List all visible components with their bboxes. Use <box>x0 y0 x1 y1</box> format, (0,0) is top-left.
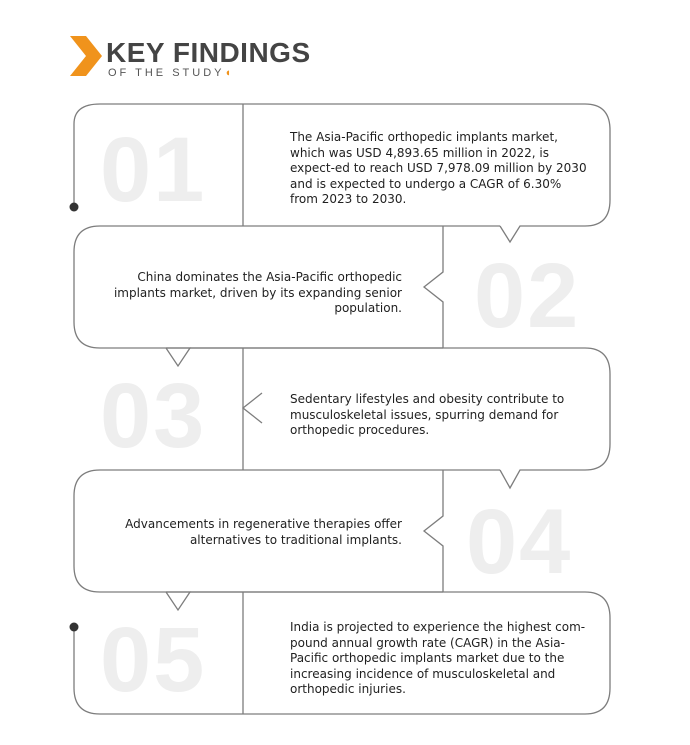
finding-number-02: 02 <box>474 245 581 347</box>
finding-text-02: China dominates the Asia-Pacific orthopedic implants market, driven by its expanding senior population. <box>113 270 402 315</box>
finding-text-04: Advancements in regenerative therapies offer alternatives to traditional implants. <box>125 517 402 547</box>
page-subtitle: OF THE STUDY◖ <box>108 67 232 79</box>
page-title: KEY FINDINGS <box>106 37 311 68</box>
finding-number-04: 04 <box>466 491 573 593</box>
finding-number-03: 03 <box>100 365 207 467</box>
accent-dot-icon: ◖ <box>224 67 232 79</box>
finding-text-03: Sedentary lifestyles and obesity contribute to musculoskeletal issues, spurring demand for orthopedic procedures. <box>290 392 565 437</box>
timeline-dot-start <box>70 203 79 212</box>
finding-number-01: 01 <box>100 119 207 221</box>
finding-number-05: 05 <box>100 609 207 711</box>
finding-text-05: India is projected to experience the highest com-pound annual growth rate (CAGR) in the Asia-Pacific orthopedic implants market due to the increasing incidence of musculoskeletal and orthopedic injuries. <box>290 620 586 696</box>
finding-text-01: The Asia-Pacific orthopedic implants market, which was USD 4,893.65 million in 2022, is expect-ed to reach USD 7,978.09 million by 2030 and is expected to undergo a CAGR of 6.30% from 2023 to 2030. <box>290 130 587 206</box>
timeline-dot-end <box>70 623 79 632</box>
